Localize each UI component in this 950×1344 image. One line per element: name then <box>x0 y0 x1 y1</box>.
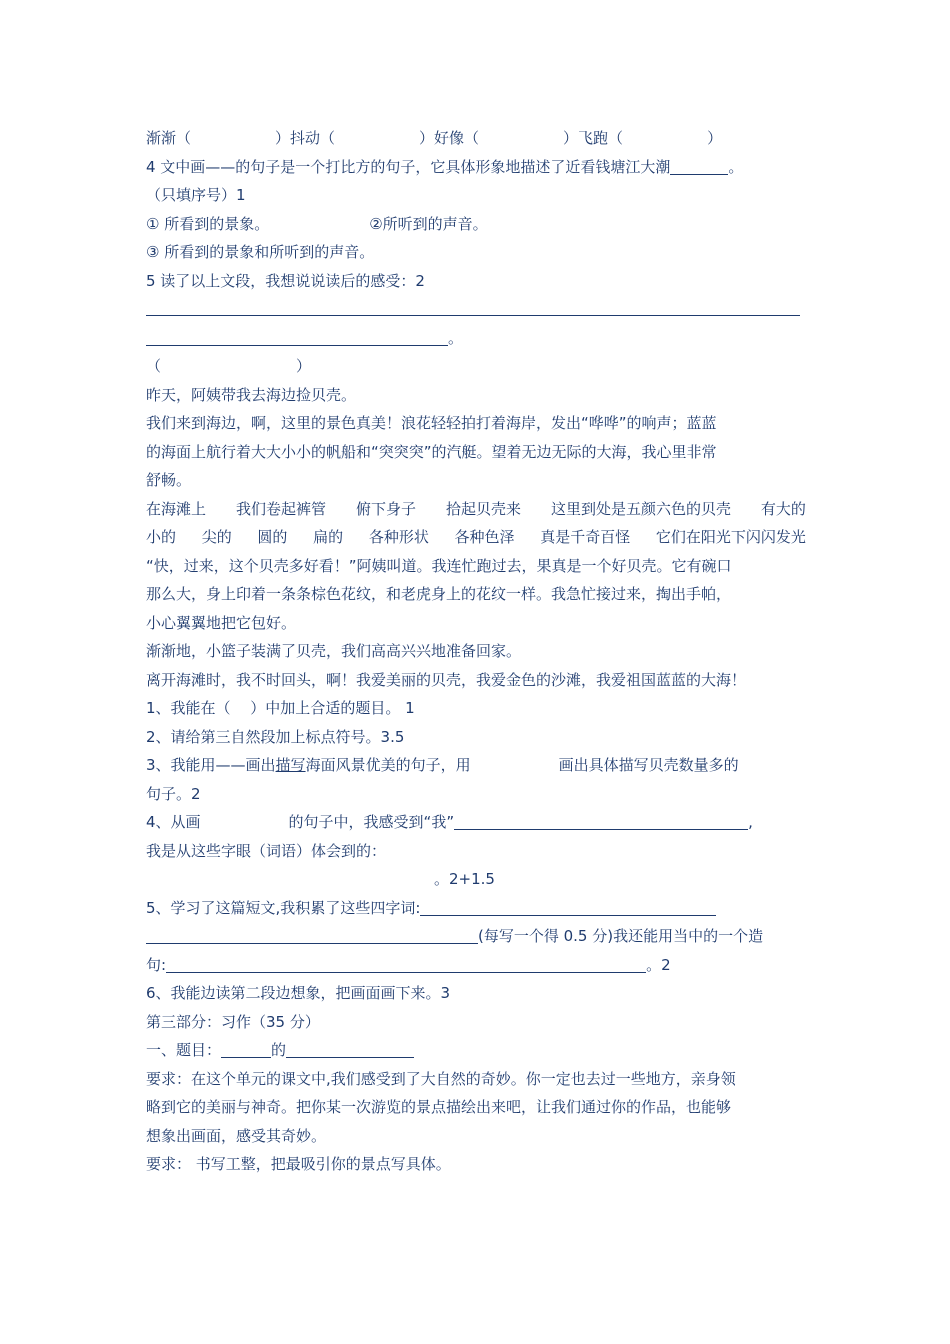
text: 句: <box>146 955 167 974</box>
answer-line[interactable] <box>146 295 806 324</box>
text: 4、从画 <box>146 813 201 831</box>
text: , <box>748 813 753 831</box>
answer-blank[interactable] <box>286 1041 414 1058</box>
answer-blank[interactable] <box>221 1041 271 1058</box>
text: 各种形状 <box>368 528 429 546</box>
text: 的句子中，我感受到“我” <box>288 813 455 831</box>
option-2: ②所听到的声音。 <box>369 214 488 233</box>
text: (每写一个得 0.5 分)我还能用当中的一个造 <box>478 927 764 945</box>
text: 有大的 <box>760 499 806 518</box>
text: 这里到处是五颜六色的贝壳 <box>550 499 731 518</box>
paragraph: 渐渐地，小篮子装满了贝壳，我们高高兴兴地准备回家。 <box>146 642 522 660</box>
text: ） <box>296 357 312 375</box>
text: 在海滩上 <box>146 499 207 518</box>
paragraph-unpunctuated <box>146 495 806 524</box>
text: ） <box>707 129 723 147</box>
text: 圆的 <box>257 528 288 546</box>
text: 的 <box>271 1041 287 1059</box>
paragraph: 舒畅。 <box>146 471 192 489</box>
requirement: 要求：在这个单元的课文中,我们感受到了大自然的奇妙。你一定也去过一些地方，亲身领 <box>146 1069 736 1088</box>
text: 画出具体描写贝壳数量多的 <box>558 756 739 774</box>
answer-blank[interactable] <box>146 927 478 944</box>
question-5b <box>146 894 806 923</box>
question-3 <box>146 751 806 780</box>
answer-blank[interactable] <box>420 899 716 916</box>
question-6: 6、我能边读第二段边想象，把画面画下来。3 <box>146 984 451 1002</box>
requirement: 想象出画面，感受其奇妙。 <box>146 1126 327 1145</box>
answer-blank[interactable] <box>166 956 646 973</box>
text: 扁的 <box>313 528 344 546</box>
answer-line <box>146 951 806 980</box>
option-1: ① 所看到的景象。 <box>146 214 270 233</box>
text: ）抖动（ <box>275 129 336 147</box>
text: 拾起贝壳来 <box>445 499 521 518</box>
answer-blank[interactable] <box>146 329 448 346</box>
paragraph: 离开海滩时，我不时回头，啊！我爱美丽的贝壳，我爱金色的沙滩，我爱祖国蓝蓝的大海！ <box>146 670 747 689</box>
text: 。2 <box>646 955 671 974</box>
text: 5、学习了这篇短文,我积累了这些四字词: <box>146 898 421 917</box>
title-blank[interactable] <box>146 352 806 381</box>
paragraph: “快，过来，这个贝壳多好看！”阿姨叫道。我连忙跑过去，果真是一个好贝壳。它有碗口 <box>146 556 732 575</box>
paragraph: 小心翼翼地把它包好。 <box>146 613 297 632</box>
text: 。 <box>728 157 744 176</box>
text: 俯下身子 <box>355 499 416 518</box>
text: ）好像（ <box>419 129 480 147</box>
question-4 <box>146 153 806 182</box>
paragraph: 昨天，阿姨带我去海边捡贝壳。 <box>146 385 357 404</box>
paragraph: 我们来到海边，啊，这里的景色真美！浪花轻轻拍打着海岸，发出“哗哗”的响声；蓝蓝 <box>146 414 717 432</box>
blank-fill-line <box>146 124 806 153</box>
section-title: 第三部分：习作（35 分） <box>146 1012 320 1031</box>
answer-blank[interactable] <box>670 158 728 175</box>
requirement: 要求： 书写工整，把最吸引你的景点写具体。 <box>146 1155 451 1173</box>
question-1: 1、我能在（ ）中加上合适的题目。 1 <box>146 699 415 717</box>
text: 我们卷起裤管 <box>235 499 326 518</box>
answer-line-2 <box>146 324 806 353</box>
text: 我是从这些字眼（词语）体会到的： <box>146 841 387 860</box>
text <box>146 865 806 894</box>
text: 。 <box>448 328 464 347</box>
text: 3、我能用——画出 <box>146 756 276 774</box>
answer-blank[interactable] <box>454 813 748 830</box>
question-2: 2、请给第三自然段加上标点符号。3.5 <box>146 727 405 746</box>
text: 海面风景优美的句子，用 <box>305 756 471 774</box>
paragraph: 那么大，身上印着一条条棕色花纹，和老虎身上的花纹一样。我急忙接过来，掏出手帕， <box>146 585 732 603</box>
instruction: （只填序号）1 <box>146 186 246 204</box>
text: 。2+1.5 <box>434 870 495 888</box>
text: 尖的 <box>201 528 232 546</box>
text: 一、题目： <box>146 1041 222 1059</box>
text: 4 文中画——的句子是一个打比方的句子，它具体形象地描述了近看钱塘江大潮 <box>146 157 671 176</box>
text: 句子。2 <box>146 784 201 803</box>
paragraph: 的海面上航行着大大小小的帆船和“突突突”的汽艇。望着无边无际的大海，我心里非常 <box>146 442 717 461</box>
requirement: 略到它的美丽与神奇。把你某一次游览的景点描绘出来吧，让我们通过你的作品，也能够 <box>146 1098 732 1116</box>
question-5: 5 读了以上文段，我想说说读后的感受：2 <box>146 271 425 290</box>
option-3: ③ 所看到的景象和所听到的声音。 <box>146 243 375 261</box>
question-4b <box>146 808 806 837</box>
text: ）飞跑（ <box>563 129 624 147</box>
underlined-text: 描写 <box>275 756 306 774</box>
text: 真是千奇百怪 <box>540 528 631 546</box>
option-row <box>146 210 806 239</box>
paragraph-unpunctuated <box>146 523 806 552</box>
answer-line <box>146 922 806 951</box>
text: 渐渐（ <box>146 129 192 147</box>
essay-title-line <box>146 1036 806 1065</box>
text: 它们在阳光下闪闪发光 <box>655 528 806 546</box>
text: 小的 <box>146 528 177 546</box>
text: 各种色泽 <box>454 528 515 546</box>
document-page <box>146 124 806 1179</box>
text: （ <box>146 357 162 375</box>
